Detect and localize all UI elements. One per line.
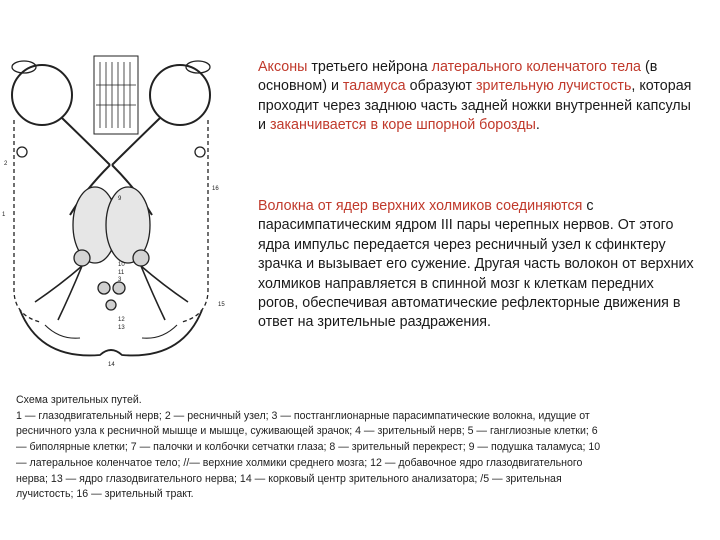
p1-text-d: , которая проходит через заднюю часть задней ножки внутренней капсулы и bbox=[258, 78, 692, 134]
caption-line: лучистость; 16 — зрительный тракт. bbox=[16, 488, 194, 501]
label-16: 16 bbox=[212, 186, 219, 192]
left-ciliary-ganglion bbox=[17, 147, 27, 157]
p1-thalamus: таламуса bbox=[342, 78, 406, 95]
caption-line: — биполярные клетки; 7 — палочки и колбочки сетчатки глаза; 8 — зрительный перекрест; 9 — подушка таламуса; 10 bbox=[16, 441, 601, 454]
paragraph-optic-radiation bbox=[258, 58, 698, 136]
right-ciliary-ganglion bbox=[195, 147, 205, 157]
caption-line: нерва; 13 — ядро глазодвигательного нерва; 14 — корковый центр зрительного анализатора; /5 — зрительная bbox=[16, 472, 562, 485]
p1-period: . bbox=[535, 117, 540, 134]
right-geniculate-body bbox=[133, 250, 149, 266]
accessory-nucleus bbox=[106, 300, 116, 310]
label-12: 12 bbox=[118, 317, 125, 323]
visual-pathway-diagram bbox=[0, 40, 250, 370]
label-10: 10 bbox=[118, 262, 125, 268]
label-2: 2 bbox=[4, 161, 8, 167]
oculomotor-nucleus-right bbox=[113, 282, 125, 294]
p1-lgn: латерального коленчатого тела bbox=[431, 59, 642, 75]
figure-caption bbox=[16, 393, 706, 503]
right-eyeball bbox=[150, 65, 210, 125]
label-13: 13 bbox=[118, 325, 125, 331]
caption-line: 1 — глазодвигательный нерв; 2 — ресничный узел; 3 — постганглионарные парасимпатические волокна, идущие от bbox=[16, 409, 590, 422]
p1-text-c: образуют bbox=[405, 78, 476, 95]
occipital-cortex bbox=[20, 310, 202, 355]
label-9: 9 bbox=[118, 196, 122, 202]
p1-ends: заканчивается в коре шпорной борозды bbox=[269, 117, 536, 134]
label-15: 15 bbox=[218, 302, 225, 308]
p1-text-b: (в основном) и bbox=[258, 59, 658, 95]
label-3: 3 bbox=[118, 277, 122, 283]
p1-radiation: зрительную лучистость bbox=[475, 78, 632, 95]
left-eyeball bbox=[12, 65, 72, 125]
p2-fibers: Волокна от ядер верхних холмиков соединяются bbox=[258, 198, 583, 214]
label-11: 11 bbox=[118, 270, 125, 276]
oculomotor-nucleus-left bbox=[98, 282, 110, 294]
label-14: 14 bbox=[108, 362, 115, 368]
caption-line: ресничного узла к ресничной мышце и мышце, суживающей зрачок; 4 — зрительный нерв; 5 — ганглиозные клетки; 6 bbox=[16, 425, 598, 438]
left-geniculate-body bbox=[74, 250, 90, 266]
label-1: 1 bbox=[2, 212, 6, 218]
caption-line: — латеральное коленчатое тело; //— верхние холмики среднего мозга; 12 — добавочное ядро глазодвигательного bbox=[16, 456, 583, 469]
paragraph-colliculi bbox=[258, 197, 698, 333]
retina-inset bbox=[94, 56, 138, 134]
p1-text-a: третьего нейрона bbox=[307, 59, 432, 75]
p1-axons: Аксоны bbox=[258, 59, 308, 75]
caption-line: Схема зрительных путей. bbox=[16, 394, 142, 406]
p2-text: с парасимпатическим ядром III пары черепных нервов. От этого ядра импульс передается через ресничный узел к сфинктеру зрачка и вызывает его сужение. Другая часть волокон от верхних холмиков направляется в спинной мозг к клеткам передних рогов, обеспечивая автоматические рефлекторные движения в ответ на зрительные раздражения. bbox=[258, 198, 694, 331]
